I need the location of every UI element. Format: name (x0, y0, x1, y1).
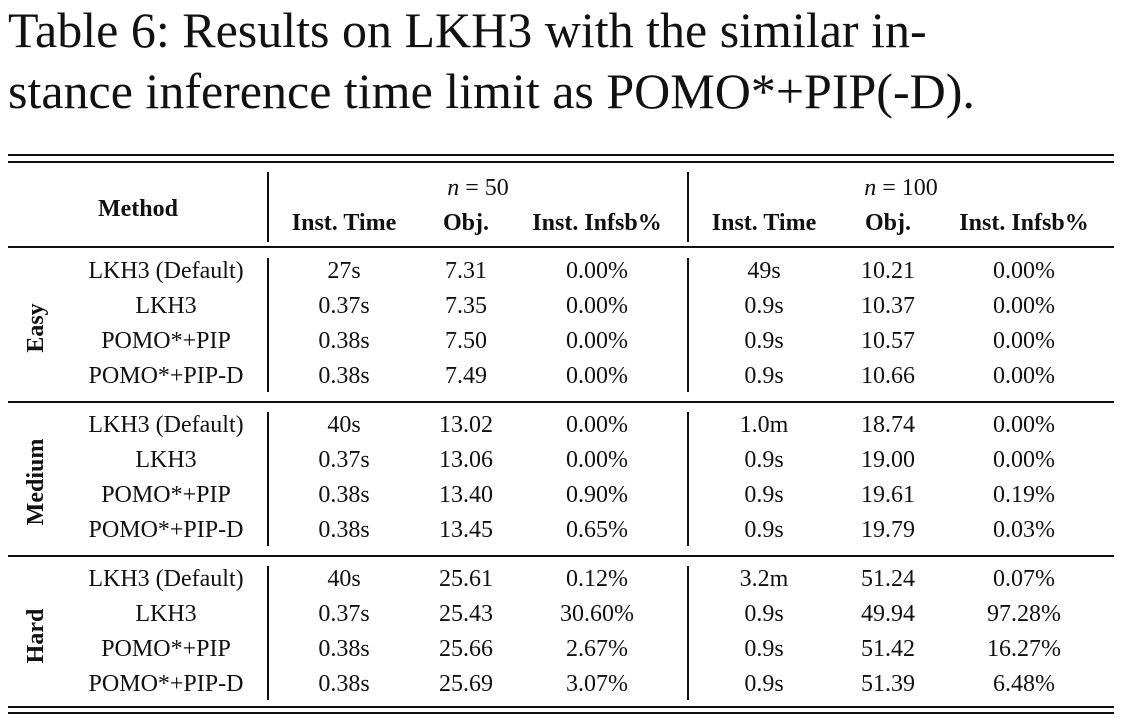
cell-obj-100: 10.57 (861, 328, 915, 354)
cell-obj-100: 19.79 (861, 517, 915, 543)
group-0-vrule-0 (267, 258, 269, 392)
cell-method: LKH3 (Default) (88, 258, 244, 284)
top-rule-inner (8, 161, 1114, 163)
cell-inst-time-100: 0.9s (744, 517, 784, 543)
cell-obj-50: 13.45 (439, 517, 493, 543)
cell-obj-100: 51.42 (861, 636, 915, 662)
group-2-vrule-1 (687, 566, 689, 700)
cell-infsb-100: 0.00% (993, 293, 1055, 319)
cell-inst-time-100: 0.9s (744, 482, 784, 508)
cell-inst-time-100: 0.9s (744, 601, 784, 627)
group-label-0: Easy (23, 303, 49, 353)
header-rule (8, 246, 1114, 248)
group-label-1: Medium (23, 438, 49, 526)
cell-method: POMO*+PIP (101, 636, 231, 662)
cell-obj-50: 25.61 (439, 566, 493, 592)
group-separator-1 (8, 555, 1114, 557)
group-0-vrule-1 (687, 258, 689, 392)
cell-inst-time-100: 3.2m (739, 566, 789, 592)
cell-infsb-50: 0.00% (566, 258, 628, 284)
n50-header (447, 173, 509, 203)
cell-infsb-50: 2.67% (566, 636, 628, 662)
cell-method: LKH3 (135, 447, 197, 473)
cell-method: LKH3 (135, 601, 197, 627)
cell-obj-100: 19.00 (861, 447, 915, 473)
cell-infsb-50: 3.07% (566, 671, 628, 697)
cell-method: POMO*+PIP-D (88, 671, 244, 697)
cell-infsb-100: 16.27% (987, 636, 1061, 662)
group-label-2: Hard (23, 608, 49, 664)
cell-inst-time-50: 0.37s (318, 293, 370, 319)
table-caption (8, 0, 1132, 122)
col-infsb-50: Inst. Infsb% (532, 210, 662, 236)
col-obj-50: Obj. (442, 210, 490, 236)
col-infsb-100: Inst. Infsb% (959, 210, 1089, 236)
cell-inst-time-100: 49s (747, 258, 781, 284)
caption-line-2: stance inference time limit as POMO*+PIP(-D). (8, 63, 975, 119)
n50-var: n (447, 175, 460, 201)
cell-obj-50: 25.43 (439, 601, 493, 627)
n100-var: n (864, 175, 877, 201)
top-rule-outer (8, 154, 1114, 156)
cell-obj-50: 7.35 (445, 293, 487, 319)
cell-inst-time-50: 40s (327, 412, 361, 438)
cell-infsb-50: 0.00% (566, 328, 628, 354)
cell-infsb-100: 0.00% (993, 363, 1055, 389)
group-2-vrule-0 (267, 566, 269, 700)
cell-method: POMO*+PIP (101, 328, 231, 354)
cell-obj-50: 13.40 (439, 482, 493, 508)
cell-infsb-50: 0.00% (566, 447, 628, 473)
cell-inst-time-100: 0.9s (744, 671, 784, 697)
cell-infsb-100: 0.19% (993, 482, 1055, 508)
cell-obj-100: 49.94 (861, 601, 915, 627)
cell-obj-100: 18.74 (861, 412, 915, 438)
cell-inst-time-50: 0.38s (318, 328, 370, 354)
cell-obj-100: 19.61 (861, 482, 915, 508)
cell-infsb-100: 97.28% (987, 601, 1061, 627)
cell-obj-50: 13.02 (439, 412, 493, 438)
n100-eq: = 100 (876, 175, 938, 201)
cell-obj-50: 25.69 (439, 671, 493, 697)
header-vrule-2 (687, 172, 689, 242)
col-inst-time-100: Inst. Time (711, 210, 817, 236)
bottom-rule-outer (8, 712, 1114, 714)
cell-infsb-100: 0.00% (993, 447, 1055, 473)
cell-inst-time-100: 0.9s (744, 293, 784, 319)
cell-infsb-50: 0.00% (566, 363, 628, 389)
method-header: Method (98, 196, 178, 222)
bottom-rule-inner (8, 706, 1114, 708)
cell-obj-100: 10.66 (861, 363, 915, 389)
cell-infsb-100: 6.48% (993, 671, 1055, 697)
col-obj-100: Obj. (864, 210, 912, 236)
cell-infsb-50: 0.00% (566, 412, 628, 438)
cell-inst-time-50: 27s (327, 258, 361, 284)
cell-infsb-100: 0.00% (993, 412, 1055, 438)
caption-line-1: Table 6: Results on LKH3 with the similar in- (8, 2, 927, 58)
cell-method: POMO*+PIP-D (88, 363, 244, 389)
n100-header (864, 173, 938, 203)
cell-inst-time-50: 0.38s (318, 636, 370, 662)
cell-obj-50: 13.06 (439, 447, 493, 473)
cell-inst-time-50: 0.37s (318, 447, 370, 473)
cell-obj-50: 7.50 (445, 328, 487, 354)
cell-inst-time-50: 0.38s (318, 363, 370, 389)
cell-infsb-100: 0.00% (993, 258, 1055, 284)
cell-inst-time-50: 0.37s (318, 601, 370, 627)
cell-inst-time-100: 1.0m (739, 412, 789, 438)
cell-inst-time-50: 0.38s (318, 482, 370, 508)
cell-obj-100: 10.21 (861, 258, 915, 284)
cell-infsb-50: 30.60% (560, 601, 634, 627)
cell-obj-50: 25.66 (439, 636, 493, 662)
cell-method: POMO*+PIP-D (88, 517, 244, 543)
group-1-vrule-0 (267, 412, 269, 546)
group-1-vrule-1 (687, 412, 689, 546)
cell-inst-time-100: 0.9s (744, 636, 784, 662)
group-separator-0 (8, 401, 1114, 403)
cell-method: LKH3 (Default) (88, 566, 244, 592)
cell-infsb-100: 0.07% (993, 566, 1055, 592)
header-vrule-1 (267, 172, 269, 242)
cell-inst-time-50: 0.38s (318, 517, 370, 543)
cell-infsb-100: 0.00% (993, 328, 1055, 354)
cell-method: POMO*+PIP (101, 482, 231, 508)
cell-inst-time-100: 0.9s (744, 328, 784, 354)
cell-method: LKH3 (135, 293, 197, 319)
cell-obj-50: 7.31 (445, 258, 487, 284)
cell-infsb-50: 0.00% (566, 293, 628, 319)
cell-obj-50: 7.49 (445, 363, 487, 389)
cell-infsb-50: 0.12% (566, 566, 628, 592)
cell-method: LKH3 (Default) (88, 412, 244, 438)
cell-inst-time-50: 0.38s (318, 671, 370, 697)
cell-infsb-100: 0.03% (993, 517, 1055, 543)
cell-inst-time-100: 0.9s (744, 447, 784, 473)
n50-eq: = 50 (459, 175, 509, 201)
cell-obj-100: 10.37 (861, 293, 915, 319)
cell-inst-time-50: 40s (327, 566, 361, 592)
cell-infsb-50: 0.90% (566, 482, 628, 508)
cell-infsb-50: 0.65% (566, 517, 628, 543)
col-inst-time-50: Inst. Time (291, 210, 397, 236)
cell-obj-100: 51.39 (861, 671, 915, 697)
cell-inst-time-100: 0.9s (744, 363, 784, 389)
cell-obj-100: 51.24 (861, 566, 915, 592)
